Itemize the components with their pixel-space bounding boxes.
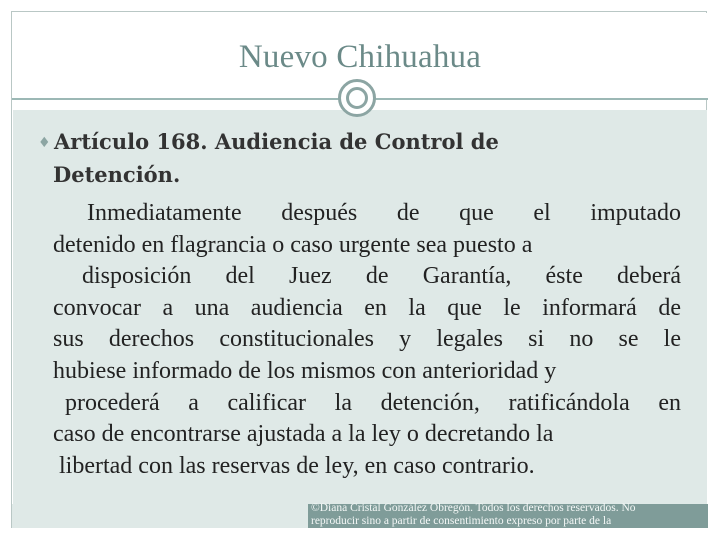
body-line: sus derechos constitucionales y legales si no se le: [53, 326, 681, 353]
body-line: convocar a una audiencia en la que le informará de: [53, 294, 681, 321]
heading-line-1: Artículo 168. Audiencia de Control de: [54, 129, 499, 154]
body-line: libertad con las reservas de ley, en caso contrario.: [59, 452, 535, 479]
circle-ornament-icon: [338, 79, 376, 117]
article-body: [53, 198, 681, 482]
article-heading: [38, 126, 678, 191]
body-line: detenido en flagrancia o caso urgente sea puesto a: [53, 231, 533, 258]
body-line: hubiese informado de los mismos con anterioridad y: [53, 357, 557, 384]
footer-strip-light: [12, 504, 308, 528]
body-line: procederá a calificar la detención, ratificándola en: [65, 389, 681, 416]
body-line: Inmediatamente después de que el imputado: [87, 200, 681, 226]
copyright-notice: [311, 502, 703, 528]
body-line: disposición del Juez de Garantía, éste deberá: [82, 263, 681, 290]
copyright-line-1: ©Diana Cristal González Obregón. Todos los derechos reservados. No: [311, 502, 636, 514]
heading-line-2: Detención.: [53, 162, 181, 187]
copyright-line-2: reproducir sino a partir de consentimiento expreso por parte de la: [311, 515, 612, 527]
bullet-icon: ♦: [38, 135, 51, 151]
body-line: caso de encontrarse ajustada a la ley o decretando la: [53, 421, 554, 448]
slide-title: Nuevo Chihuahua: [238, 39, 482, 75]
